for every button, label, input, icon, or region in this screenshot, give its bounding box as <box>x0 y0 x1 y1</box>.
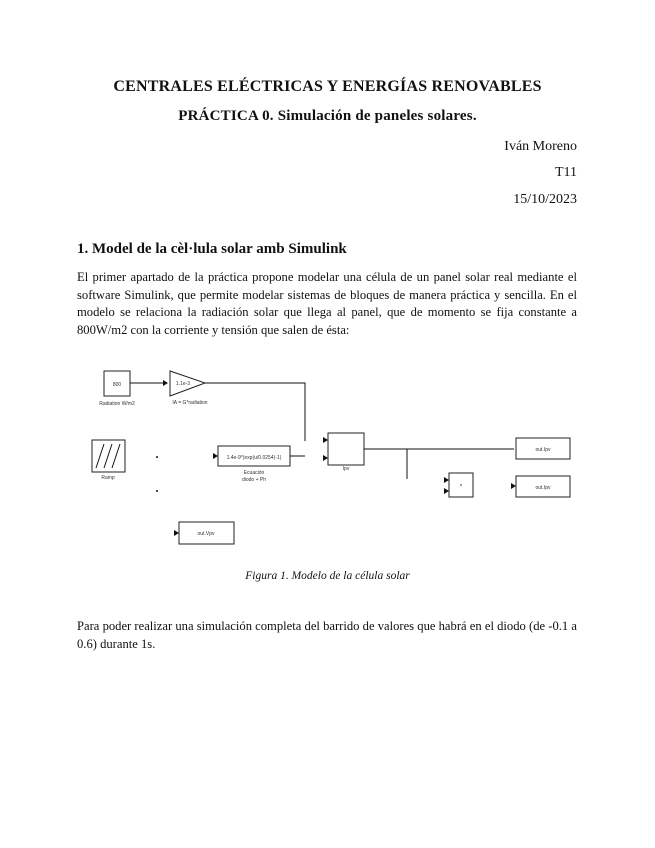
document-title: CENTRALES ELÉCTRICAS Y ENERGÍAS RENOVABLES <box>113 78 542 95</box>
section-paragraph: El primer apartado de la práctica propone modelar una célula de un panel solar real mediante el software Simulink, que permite modelar sistemas de bloques de manera práctica y sencilla. En el modelo se relaciona la radiación solar que llega al panel, que de momento se fija constante a 800W/m2 con la corriente y tensión que salen de ésta: <box>77 270 577 338</box>
wire-gain-sum <box>205 383 305 441</box>
arrow-head <box>163 380 168 386</box>
gain-value: 1.1e-3 <box>175 381 191 387</box>
group-code: T11 <box>554 165 577 180</box>
product-symbol: × <box>459 483 463 489</box>
author-name: Iván Moreno <box>504 139 577 154</box>
practice-subtitle: PRÁCTICA 0. Simulación de paneles solares. <box>178 108 477 124</box>
function-label-1: Ecuación <box>243 470 265 476</box>
section-heading: 1. Model de la cèl·lula solar amb Simulink <box>77 241 347 257</box>
sum-block <box>328 433 364 465</box>
document-date: 15/10/2023 <box>513 192 577 207</box>
output-label-1: out.Ipv <box>535 447 551 453</box>
output-label-3: out.Vpv <box>197 531 215 537</box>
sum-label: Ipv <box>342 466 350 472</box>
function-label-2: diodo + Ph <box>241 477 267 483</box>
gain-label: IA = G*radiation <box>172 400 208 406</box>
figure-caption: Figura 1. Modelo de la célula solar <box>245 570 410 582</box>
constant-value: 800 <box>112 382 122 388</box>
output-label-2: out.Ipv <box>535 485 551 491</box>
constant-label: Radiation W/m2 <box>99 401 135 407</box>
function-expression: 1.4e-9*(exp(u/0.0254)-1) <box>226 455 282 461</box>
ramp-label: Ramp <box>101 475 115 481</box>
closing-paragraph: Para poder realizar una simulación completa del barrido de valores que habrá en el diodo (de -0.1 a 0.6) durante 1s. <box>77 619 577 651</box>
